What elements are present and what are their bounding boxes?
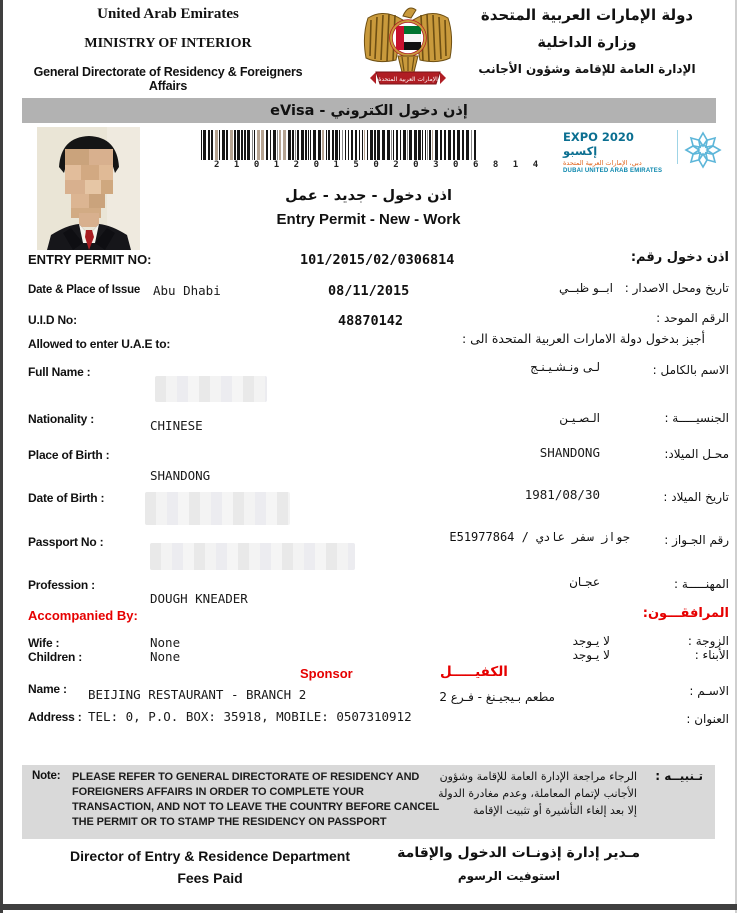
barcode-bar xyxy=(382,130,385,160)
directorate-name: General Directorate of Residency & Foreigners Affairs xyxy=(33,65,303,93)
permit-no-label-ar: اذن دخول رقم: xyxy=(630,250,729,265)
barcode-bar xyxy=(370,130,373,160)
barcode-bar xyxy=(453,130,455,160)
header-arabic xyxy=(447,6,727,76)
allowed-label-ar: أجيز بدخول دولة الامارات العربية المتحدة الى : xyxy=(461,331,705,346)
fees-paid-label: Fees Paid xyxy=(177,870,243,886)
barcode-bar xyxy=(277,130,278,160)
barcode xyxy=(201,130,553,160)
expo-rosette-icon xyxy=(683,130,723,175)
accompanied-by-label: Accompanied By: xyxy=(28,608,138,623)
place-of-birth-label: Place of Birth : xyxy=(28,448,110,462)
barcode-bar xyxy=(414,130,417,160)
barcode-bar xyxy=(326,130,327,160)
wife-value-ar: لا يـوجد xyxy=(572,634,610,648)
permit-no-label: ENTRY PERMIT NO: xyxy=(28,252,152,267)
profession-label: Profession : xyxy=(28,578,95,592)
uid-label: U.I.D No: xyxy=(28,313,77,327)
barcode-bar xyxy=(407,130,408,160)
barcode-bar xyxy=(279,130,281,160)
full-name-value-ar: لـى ونـشـيـنـج xyxy=(530,360,600,374)
barcode-bar xyxy=(222,130,225,160)
barcode-bar xyxy=(440,130,442,160)
barcode-bar xyxy=(230,130,233,160)
barcode-bar xyxy=(208,130,210,160)
barcode-bar xyxy=(252,130,253,160)
barcode-bar xyxy=(273,130,276,160)
barcode-bar xyxy=(295,130,296,160)
sponsor-label-ar: الكفيـــــل xyxy=(440,664,508,680)
uid-value: 48870142 xyxy=(338,313,404,329)
permit-no-value: 101/2015/02/0306814 xyxy=(300,252,455,268)
ministry-name-ar: وزارة الداخلية xyxy=(537,35,637,51)
profession-value: DOUGH KNEADER xyxy=(150,591,248,606)
barcode-bar xyxy=(374,130,376,160)
barcode-bar xyxy=(364,130,365,160)
barcode-bar xyxy=(270,130,271,160)
sponsor-label: Sponsor xyxy=(300,666,353,681)
barcode-bar xyxy=(288,130,291,160)
full-name-label: Full Name : xyxy=(28,365,91,379)
sponsor-name-label: Name : xyxy=(28,682,67,696)
wife-value: None xyxy=(150,635,181,650)
director-signature-title: Director of Entry & Residence Department xyxy=(69,848,351,864)
barcode-bar xyxy=(432,130,433,160)
passport-value-ar: جواز سفر عادي / E51977864 xyxy=(449,530,630,544)
barcode-bar xyxy=(313,130,316,160)
barcode-bar xyxy=(226,130,228,160)
note-block xyxy=(22,765,715,839)
barcode-bar xyxy=(297,130,299,160)
place-of-birth-label-ar: محـل الميلاد: xyxy=(664,447,729,461)
barcode-bar xyxy=(203,130,206,160)
barcode-bar xyxy=(448,130,451,160)
barcode-bar xyxy=(335,130,338,160)
barcode-bar xyxy=(429,130,431,160)
barcode-bar xyxy=(345,130,346,160)
barcode-bar xyxy=(308,130,309,160)
barcode-bar xyxy=(367,130,368,160)
expo-divider xyxy=(677,130,678,164)
barcode-bar xyxy=(355,130,357,160)
expo-subtitle-en: DUBAI UNITED ARAB EMIRATES xyxy=(563,168,663,174)
header-english xyxy=(18,6,318,93)
barcode-bar xyxy=(247,130,250,160)
barcode-bar xyxy=(396,130,398,160)
note-label-ar: تـنبيــه : xyxy=(655,769,703,783)
passport-value-redacted xyxy=(150,543,355,570)
sponsor-name-value-ar: مطعم بـيجيـنغ - فـرع 2 xyxy=(439,690,555,704)
accompanied-by-label-ar: المرافقـــون: xyxy=(642,606,729,621)
nationality-value-ar: الـصـيـن xyxy=(559,411,600,425)
page-border-bottom xyxy=(0,904,737,910)
barcode-bar xyxy=(305,130,307,160)
barcode-bar xyxy=(301,130,304,160)
barcode-bar xyxy=(342,130,343,160)
full-name-value-redacted xyxy=(155,376,267,402)
wife-label: Wife : xyxy=(28,636,60,650)
full-name-label-ar: الاسم بالكامل : xyxy=(652,363,729,377)
fees-paid-label-ar: استوفيت الرسوم xyxy=(457,869,560,883)
barcode-bar xyxy=(322,130,324,160)
barcode-bar xyxy=(219,130,220,160)
children-value-ar: لا يـوجد xyxy=(572,648,610,662)
expo-subtitle-ar: دبي، الإمارات العربية المتحدة xyxy=(563,159,642,167)
barcode-bar xyxy=(318,130,321,160)
address-label: Address : xyxy=(28,710,82,724)
issue-place-value: Abu Dhabi xyxy=(153,283,221,298)
profession-label-ar: المهنـــــة : xyxy=(674,577,729,591)
nationality-label: Nationality : xyxy=(28,412,95,426)
barcode-bar xyxy=(462,130,464,160)
children-label: Children : xyxy=(28,650,82,664)
barcode-bar xyxy=(261,130,264,160)
date-of-birth-label: Date of Birth : xyxy=(28,491,105,505)
barcode-bar xyxy=(234,130,236,160)
issue-label-ar: تاريخ ومحل الاصدار : xyxy=(624,281,729,295)
barcode-bar xyxy=(435,130,438,160)
expo-2020-logo xyxy=(563,130,723,175)
date-of-birth-label-ar: تاريخ الميلاد : xyxy=(663,490,729,504)
evisa-banner-title: إذن دخول الكتروني - eVisa xyxy=(270,102,468,119)
profession-value-ar: عجـان xyxy=(569,575,600,589)
issue-label: Date & Place of Issue xyxy=(28,284,141,296)
expo-title: EXPO 2020 إكسبو xyxy=(563,130,634,158)
barcode-bar xyxy=(254,130,255,160)
nationality-value: CHINESE xyxy=(150,418,203,433)
barcode-bar xyxy=(359,130,360,160)
barcode-bar xyxy=(444,130,446,160)
wife-label-ar: الزوجة : xyxy=(687,634,729,648)
barcode-bar xyxy=(211,130,213,160)
barcode-bar xyxy=(418,130,421,160)
children-value: None xyxy=(150,649,181,664)
note-label: Note: xyxy=(32,770,61,782)
barcode-bar xyxy=(266,130,268,160)
permit-title-ar: اذن دخول - جديد - عمل xyxy=(285,188,452,204)
sponsor-name-label-ar: الاسـم : xyxy=(689,684,729,698)
place-of-birth-value-side: SHANDONG xyxy=(539,445,600,460)
barcode-bar xyxy=(377,130,380,160)
page-border-left xyxy=(0,0,3,913)
address-value: TEL: 0, P.O. BOX: 35918, MOBILE: 0507310912 xyxy=(88,709,412,724)
barcode-bar xyxy=(310,130,311,160)
ministry-name: MINISTRY OF INTERIOR xyxy=(84,36,252,51)
barcode-bar xyxy=(244,130,246,160)
country-name-ar: دولة الإمارات العربية المتحدة xyxy=(480,6,694,24)
barcode-bar xyxy=(471,130,472,160)
barcode-bar xyxy=(466,130,469,160)
directorate-name-ar: الإدارة العامة للإقامة وشؤون الأجانب xyxy=(478,62,696,76)
issue-date-value: 08/11/2015 xyxy=(328,283,410,299)
passport-label: Passport No : xyxy=(28,535,104,549)
barcode-bar xyxy=(348,130,349,160)
svg-text:الإمارات العربية المتحدة: الإمارات العربية المتحدة xyxy=(378,76,438,83)
evisa-banner xyxy=(22,98,716,123)
barcode-bar xyxy=(257,130,260,160)
address-label-ar: العنوان : xyxy=(686,712,729,726)
expo-text xyxy=(563,130,672,174)
uae-falcon-emblem-icon xyxy=(356,2,460,94)
barcode-bar xyxy=(328,130,330,160)
barcode-bar xyxy=(409,130,412,160)
barcode-bar xyxy=(283,130,286,160)
passport-label-ar: رقم الجـواز : xyxy=(664,533,729,547)
barcode-bar xyxy=(425,130,426,160)
barcode-bar xyxy=(339,130,340,160)
barcode-bar xyxy=(427,130,428,160)
barcode-bar xyxy=(393,130,394,160)
place-of-birth-value: SHANDONG xyxy=(150,468,211,483)
uid-label-ar: الرقم الموحد : xyxy=(656,311,729,325)
barcode-bar xyxy=(332,130,334,160)
issue-row-ar xyxy=(559,281,729,295)
note-text-en: PLEASE REFER TO GENERAL DIRECTORATE OF RESIDENCY AND FOREIGNERS AFFAIRS IN ORDER TO COMPLETE YOUR TRANSACTION, AND NOT TO LEAVE THE COUNTRY BEFORE CANCEL THE PERMIT OR TO STAMP THE RESIDENCY ON PASSPORT xyxy=(72,771,440,828)
date-of-birth-value: 1981/08/30 xyxy=(524,487,600,502)
note-text-ar: الرجاء مراجعة الإدارة العامة للإقامة وشؤون الأجانب لإتمام المعاملة، وعدم مغادرة الدولة إلا بعد إلغاء التأشيرة أو تثبيت الإقامة xyxy=(438,770,637,817)
barcode-bar xyxy=(457,130,460,160)
barcode-bar xyxy=(201,130,202,160)
barcode-bar xyxy=(391,130,392,160)
barcode-digits: 21012015020306814 xyxy=(214,160,553,170)
permit-title-en: Entry Permit - New - Work xyxy=(276,211,461,228)
nationality-label-ar: الجنسيـــــة : xyxy=(664,411,729,425)
barcode-bar xyxy=(241,130,243,160)
barcode-bar xyxy=(362,130,363,160)
director-signature-title-ar: مـدير إدارة إذونـات الدخول والإقامة xyxy=(397,845,640,861)
barcode-bar xyxy=(292,130,294,160)
barcode-bar xyxy=(215,130,218,160)
barcode-bar xyxy=(403,130,406,160)
allowed-label: Allowed to enter U.A.E to: xyxy=(28,337,171,351)
issue-place-value-ar: ابــو ظبــي xyxy=(559,281,613,295)
children-label-ar: الأبناء : xyxy=(694,648,729,662)
barcode-bar xyxy=(422,130,423,160)
barcode-bar xyxy=(400,130,401,160)
country-name: United Arab Emirates xyxy=(97,6,239,22)
barcode-bar xyxy=(237,130,240,160)
barcode-bar xyxy=(387,130,390,160)
sponsor-name-value: BEIJING RESTAURANT - BRANCH 2 xyxy=(88,687,307,702)
date-of-birth-value-redacted xyxy=(145,492,290,525)
barcode-bar xyxy=(351,130,353,160)
barcode-bar xyxy=(474,130,476,160)
